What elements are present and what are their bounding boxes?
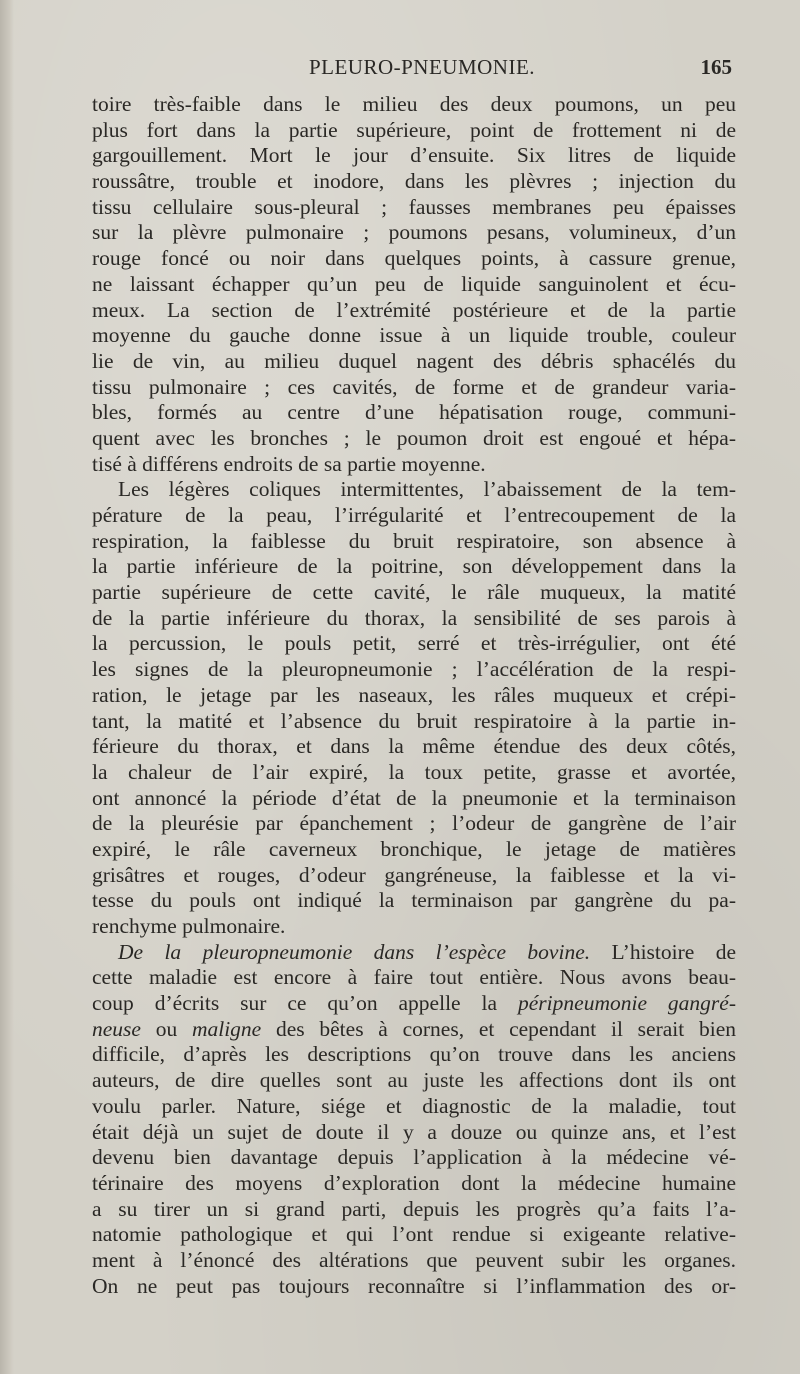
text-line [92,811,736,837]
text-line [92,246,736,272]
text-segment: ne laissant échapper qu’un peu de liquide sanguinolent et écu- [92,271,736,296]
text-line [92,1042,736,1068]
text-segment: la percussion, le pouls petit, serré et très-irrégulier, ont été [92,631,736,656]
text-segment: térinaire des moyens d’exploration dont la médecine humaine [92,1170,736,1195]
text-line [92,349,736,375]
text-segment: lie de vin, au milieu duquel nagent des débris sphacélés du [92,348,736,373]
text-line [92,195,736,221]
text-line [92,965,736,991]
text-line [92,606,736,632]
text-line [92,503,736,529]
text-segment: voulu parler. Nature, siége et diagnostic de la maladie, tout [92,1093,736,1118]
text-segment: ration, le jetage par les naseaux, les râles muqueux et crépi- [92,682,736,707]
text-segment: les signes de la pleuropneumonie ; l’accélération de la respi- [92,657,736,682]
text-segment: a su tirer un si grand parti, depuis les progrès qu’a faits l’a- [92,1196,736,1221]
text-line [92,400,736,426]
text-segment: grisâtres et rouges, d’odeur gangréneuse, la faiblesse et la vi- [92,862,736,887]
text-segment: On ne peut pas toujours reconnaître si l’inflammation des or- [92,1273,736,1298]
italic-text-segment: neuse [92,1016,141,1041]
running-title: PLEURO-PNEUMONIE. [308,55,536,79]
text-segment: respiration, la faiblesse du bruit respiratoire, son absence à [92,528,736,553]
text-line [92,1120,736,1146]
text-segment: de la partie inférieure du thorax, la sensibilité de ses parois à [92,605,736,630]
text-line [92,1274,736,1300]
text-line [92,298,736,324]
text-segment: sur la plèvre pulmonaire ; poumons pesans, volumineux, d’un [92,220,736,245]
text-line [92,1017,736,1043]
text-segment: roussâtre, trouble et inodore, dans les plèvres ; injection du [92,169,736,194]
text-segment: rouge foncé ou noir dans quelques points, à cassure grenue, [92,246,736,271]
text-line [92,657,736,683]
text-segment: ou [140,1016,192,1041]
text-segment: plus fort dans la partie supérieure, point de frottement ni de [92,117,736,142]
text-segment: natomie pathologique et qui l’ont rendue si exigeante relative- [92,1222,736,1247]
text-segment: auteurs, de dire quelles sont au juste les affections dont ils ont [92,1068,736,1093]
text-line [92,1171,736,1197]
page-number: 165 [700,55,732,79]
text-line [92,529,736,555]
text-line [92,863,736,889]
text-segment: ment à l’énoncé des altérations que peuvent subir les organes. [92,1247,736,1272]
page-gutter-shadow [0,0,14,1374]
text-segment: cette maladie est encore à faire tout entière. Nous avons beau- [92,965,736,990]
text-segment: tissu cellulaire sous-pleural ; fausses membranes peu épaisses [92,194,736,219]
text-line [92,426,736,452]
text-line [92,169,736,195]
italic-text-segment: péripneumonie gangré- [518,991,737,1016]
italic-text-segment: De la pleuropneumonie dans l’espèce bovine. [118,939,591,964]
text-line [92,786,736,812]
text-segment: renchyme pulmonaire. [92,914,286,938]
text-segment: difficile, d’après les descriptions qu’on trouve dans les anciens [92,1042,736,1067]
text-line [92,631,736,657]
text-segment: ont annoncé la période d’état de la pneumonie et la terminaison [92,785,736,810]
text-line [92,118,736,144]
text-line [92,477,736,503]
text-segment: tisé à différens endroits de sa partie moyenne. [92,451,486,476]
text-line [92,554,736,580]
text-segment: tesse du pouls ont indiqué la terminaison par gangrène du pa- [92,888,736,913]
text-line [92,452,736,478]
text-line [92,323,736,349]
text-line [92,143,736,169]
text-line [92,92,736,118]
text-line [92,1068,736,1094]
text-line [92,914,736,940]
text-segment: bles, formés au centre d’une hépatisation rouge, communi- [92,400,736,425]
text-segment: moyenne du gauche donne issue à un liquide trouble, couleur [92,323,736,348]
text-line [92,991,736,1017]
text-line [92,272,736,298]
text-line [92,683,736,709]
text-segment: expiré, le râle caverneux bronchique, le jetage de matières [92,836,736,861]
text-segment: quent avec les bronches ; le poumon droit est engoué et hépa- [92,425,736,450]
text-segment: devenu bien davantage depuis l’application à la médecine vé- [92,1145,736,1170]
text-line [92,837,736,863]
text-line [92,580,736,606]
text-segment: L’histoire de [590,939,736,964]
text-line [92,1094,736,1120]
text-line [92,1197,736,1223]
text-line [92,1222,736,1248]
text-segment: coup d’écrits sur ce qu’on appelle la [92,991,519,1016]
text-segment: tant, la matité et l’absence du bruit respiratoire à la partie in- [92,708,736,733]
text-segment: férieure du thorax, et dans la même étendue des deux côtés, [92,734,736,759]
text-segment: partie supérieure de cette cavité, le râle muqueux, la matité [92,580,736,605]
text-line [92,709,736,735]
text-segment: Les légères coliques intermittentes, l’abaissement de la tem- [118,477,736,502]
text-line [92,888,736,914]
text-line [92,375,736,401]
text-line [92,220,736,246]
italic-text-segment: maligne [191,1016,262,1041]
text-line [92,1248,736,1274]
text-segment: pérature de la peau, l’irrégularité et l’entrecoupement de la [92,503,736,527]
text-segment: la chaleur de l’air expiré, la toux petite, grasse et avortée, [92,759,736,784]
text-segment: était déjà un sujet de doute il y a douze ou quinze ans, et l’est [92,1119,736,1144]
text-line [92,734,736,760]
text-segment: la partie inférieure de la poitrine, son développement dans la [92,554,736,579]
text-segment: tissu pulmonaire ; ces cavités, de forme et de grandeur varia- [92,374,736,399]
text-line [92,940,736,966]
page-header [92,55,732,87]
text-segment: meux. La section de l’extrémité postérieure et de la partie [92,297,736,322]
text-segment: de la pleurésie par épanchement ; l’odeur de gangrène de l’air [92,811,736,836]
text-segment: toire très-faible dans le milieu des deux poumons, un peu [92,92,736,116]
text-segment: des bêtes à cornes, et cependant il serait bien [261,1016,736,1041]
text-line [92,1145,736,1171]
body-text [92,92,736,1299]
text-segment: gargouillement. Mort le jour d’ensuite. Six litres de liquide [92,143,736,168]
text-line [92,760,736,786]
